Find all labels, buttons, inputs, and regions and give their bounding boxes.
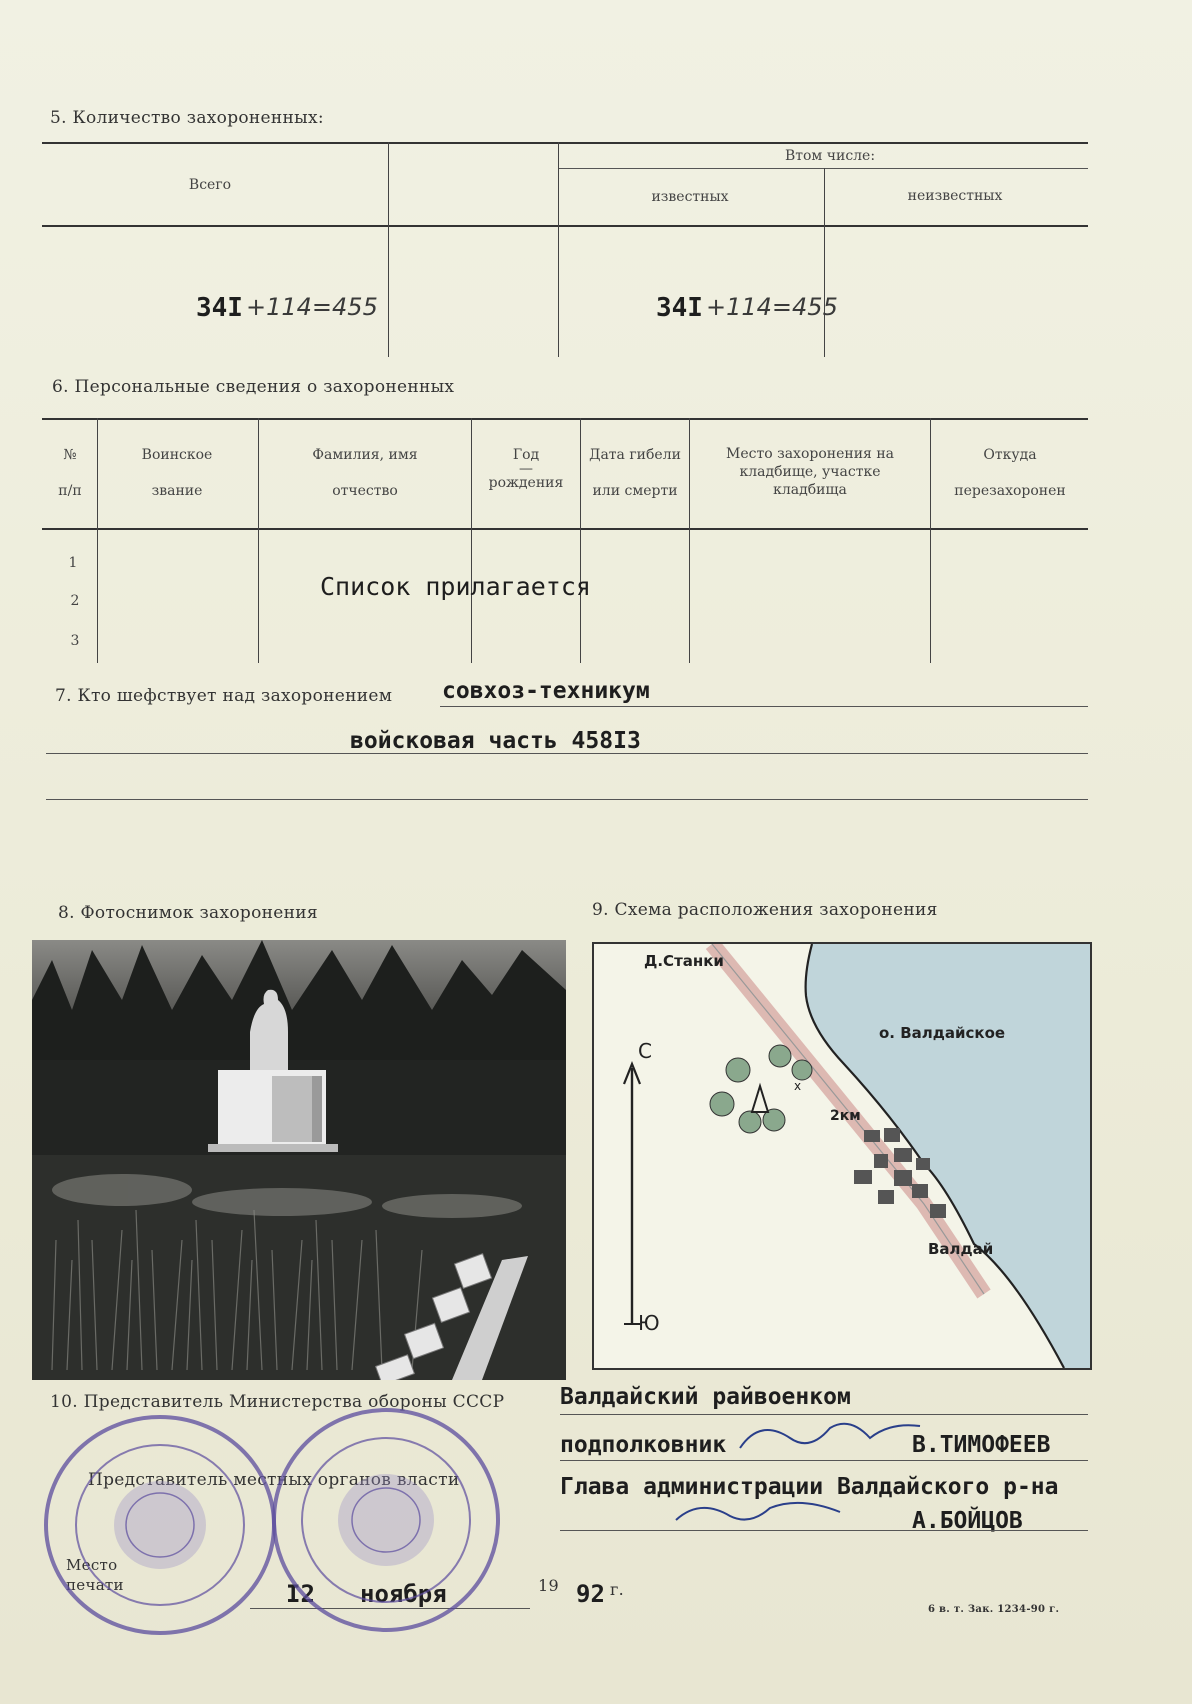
table6-divider [930,418,931,663]
col-known-header: известных [651,189,729,205]
town-label: Валдай [928,1240,994,1258]
mod-name: В.ТИМОФЕЕВ [912,1432,1051,1458]
svg-text:x: x [794,1079,802,1093]
burial-photo [32,940,566,1380]
burial-photo-image [32,940,566,1380]
hdr-death: Дата гибели или смерти [589,447,681,499]
stamp-print-label: печати [66,1576,124,1594]
row-number: 2 [70,593,80,609]
signature-line [560,1530,1088,1531]
printer-note: 6 в. т. Зак. 1234-90 г. [928,1604,1060,1615]
row-number: 1 [68,555,78,571]
section6-title: 6. Персональные сведения о захороненных [52,377,455,397]
hdr-birth: Год — рождения [488,447,564,491]
village-label: Д.Станки [644,952,724,970]
administration-seal [40,1412,280,1638]
known-count-handwritten: +114=455 [706,293,838,321]
col-unknown-header: неизвестных [907,188,1003,204]
hdr-rank: Воинское звание [141,447,213,499]
local-representative-title: Представитель местных органов власти [88,1470,460,1490]
local-representative: Глава администрации Валдайского р-на [560,1474,1059,1500]
known-count: 34I [656,293,703,323]
table6-divider [580,418,581,663]
table5-divider [388,142,389,357]
stamp-place-label: Место [66,1556,118,1574]
mod-representative: Валдайский райвоенком [560,1384,851,1410]
date-suffix: г. [610,1580,625,1599]
local-name: А.БОЙЦОВ [912,1508,1023,1534]
table5-divider [558,142,559,357]
military-commissariat-seal [268,1404,504,1636]
hdr-name: Фамилия, имя отчество [312,447,418,499]
distance-label: 2км [830,1108,861,1124]
table6-header-rule [42,528,1088,530]
north-label: С [638,1039,652,1063]
signature-line [560,1460,1088,1461]
south-label: Ю [638,1311,660,1335]
table5-top-rule [42,142,1088,144]
total-count: 34I [196,293,243,323]
table6-divider [97,418,98,663]
section9-title: 9. Схема расположения захоронения [592,900,938,920]
section5-title: 5. Количество захороненных: [50,108,324,128]
table6-divider [471,418,472,663]
date-month: ноября [360,1580,447,1608]
col-incl-header: Втом числе: [784,148,876,164]
date-year: 92 [576,1580,605,1608]
table5-sub-rule [558,168,1088,169]
patron-line [46,753,1088,754]
table6-divider [258,418,259,663]
section10-title: 10. Представитель Министерства обороны СССР [50,1392,505,1412]
location-scheme-map [594,944,1090,1368]
list-attached-note: Список прилагается [320,572,591,601]
patron-line [440,706,1088,707]
hdr-num: № п/п [58,447,82,499]
hdr-from: Откуда перезахоронен [954,447,1066,499]
section7-title: 7. Кто шефствует над захоронением [55,686,393,706]
total-count-handwritten: +114=455 [246,293,378,321]
hdr-place: Место захоронения на кладбище, участке кладбища [725,446,895,498]
table5-divider [824,168,825,357]
lake-label: о. Валдайское [879,1024,1006,1042]
date-day: I2 [286,1580,315,1608]
mod-signature [730,1408,930,1468]
table5-header-rule [42,225,1088,227]
col-total-header: Всего [188,177,232,193]
date-century: 19 [538,1576,559,1595]
section8-title: 8. Фотоснимок захоронения [58,903,318,923]
location-scheme [592,942,1092,1370]
row-number: 3 [70,633,80,649]
local-signature [670,1492,850,1532]
patron-1: совхоз-техникум [442,678,650,704]
mod-rank: подполковник [560,1432,727,1458]
patron-line [46,799,1088,800]
table6-top-rule [42,418,1088,420]
patron-2: войсковая часть 458I3 [350,728,641,754]
table6-divider [689,418,690,663]
